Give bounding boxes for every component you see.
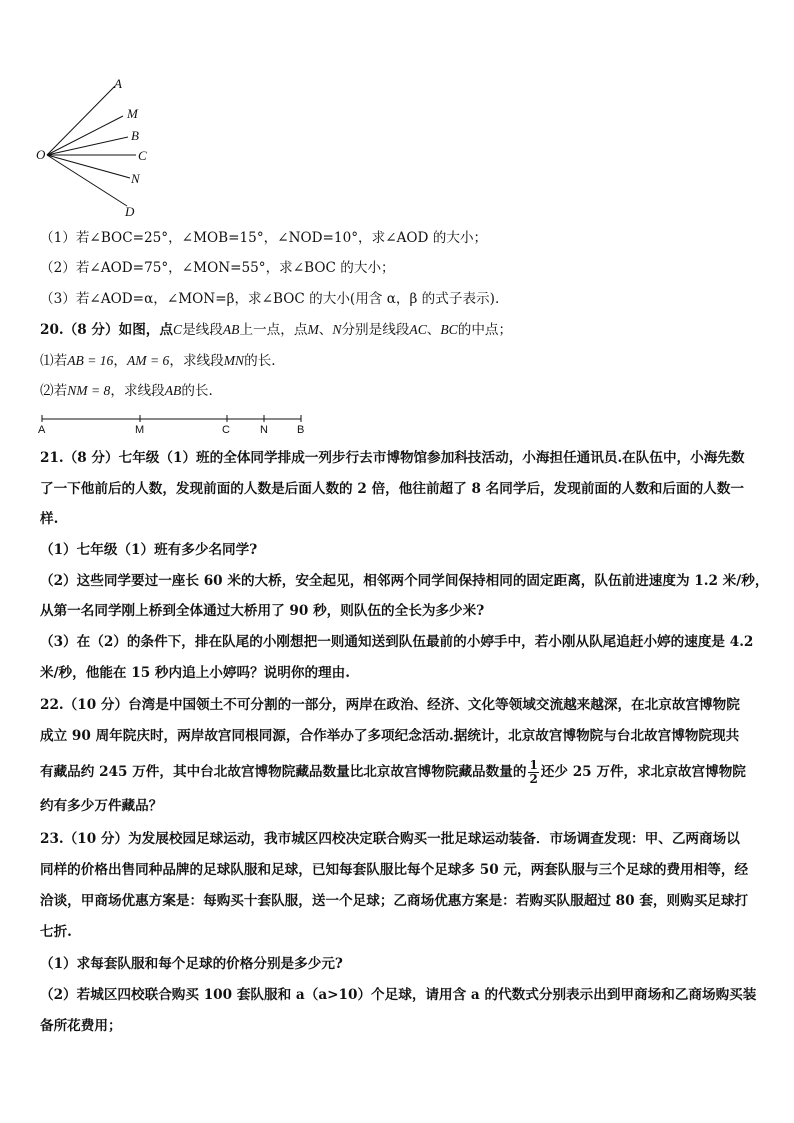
label-d: D bbox=[125, 204, 135, 219]
label-n: N bbox=[131, 171, 140, 186]
q21-part1: （1）七年级（1）班有多少名同学? bbox=[40, 542, 258, 558]
seg-label-b: B bbox=[297, 424, 305, 436]
q19-part2: （2）若∠AOD=75°，∠MON=55°，求∠BOC 的大小； bbox=[40, 260, 395, 276]
label-c: C bbox=[138, 148, 147, 163]
fraction-one-half: $\frac{1}{2}$ bbox=[529, 757, 538, 786]
ray-ob bbox=[47, 137, 128, 155]
q21-line2: 了一下他前后的人数，发现前面的人数是后面人数的 2 倍，他往前超了 8 名同学后，发现前面的人数和后面的人数一 bbox=[40, 481, 744, 497]
q20-stem: 20.（8 分）如图，点C是线段AB上一点，点M、N分别是线段AC、BC的中点； bbox=[40, 322, 513, 338]
q22-line4: 约有多少万件藏品？ bbox=[40, 798, 163, 814]
q21-line3: 样. bbox=[40, 511, 59, 527]
seg-label-c: C bbox=[222, 424, 230, 436]
q22-line1: 22.（10 分）台湾是中国领土不可分割的一部分，两岸在政治、经济、文化等领域交流越来越深，在北京故宫博物院 bbox=[40, 697, 740, 713]
q19-part1: （1）若∠BOC=25°，∠MOB=15°，∠NOD=10°，求∠AOD 的大小； bbox=[40, 230, 488, 246]
label-m: M bbox=[127, 106, 138, 121]
q21-part3-line2: 米/秒，他能在 15 秒内追上小婷吗？说明你的理由. bbox=[40, 665, 350, 681]
q20-part1: ⑴若AB = 16，AM = 6，求线段MN的长. bbox=[40, 353, 276, 369]
label-o: O bbox=[36, 147, 46, 162]
q21-line1: 21.（8 分）七年级（1）班的全体同学排成一列步行去市博物馆参加科技活动，小海担任通讯员.在队伍中，小海先数 bbox=[40, 450, 745, 466]
seg-label-n: N bbox=[260, 424, 268, 436]
q23-line2: 同样的价格出售同种品牌的足球队服和足球，已知每套队服比每个足球多 50 元，两套队服与三个足球的费用相等，经 bbox=[40, 862, 749, 878]
q20-part2: ⑵若NM = 8，求线段AB的长. bbox=[40, 383, 213, 399]
q23-line1: 23.（10 分）为发展校园足球运动，我市城区四校决定联合购买一批足球运动装备．市场调查发现：甲、乙两商场以 bbox=[40, 831, 740, 847]
q19-part3: （3）若∠AOD=α，∠MON=β，求∠BOC 的大小(用含 α，β 的式子表示). bbox=[40, 291, 500, 307]
seg-label-m: M bbox=[135, 424, 145, 436]
segment-figure bbox=[32, 410, 312, 436]
ray-od bbox=[47, 155, 127, 206]
ray-om bbox=[47, 116, 123, 155]
q23-part1: （1）求每套队服和每个足球的价格分别是多少元? bbox=[40, 956, 343, 972]
ray-oa bbox=[47, 86, 115, 155]
seg-label-a: A bbox=[38, 424, 46, 436]
q23-part2-line1: （2）若城区四校联合购买 100 套队服和 a（a>10）个足球，请用含 a 的代数式分别表示出到甲商场和乙商场购买装 bbox=[40, 987, 757, 1003]
label-a: A bbox=[114, 76, 122, 91]
q23-line3: 洽谈，甲商场优惠方案是：每购买十套队服，送一个足球；乙商场优惠方案是：若购买队服超过 80 套，则购买足球打 bbox=[40, 893, 749, 909]
q23-part2-line2: 备所花费用； bbox=[40, 1018, 122, 1034]
angle-figure bbox=[30, 76, 160, 221]
q23-line4: 七折. bbox=[40, 924, 72, 940]
q21-part2-line2: 从第一名同学刚上桥到全体通过大桥用了 90 秒，则队伍的全长为多少米? bbox=[40, 603, 485, 619]
q21-part2-line1: （2）这些同学要过一座长 60 米的大桥，安全起见，相邻两个同学间保持相同的固定距离，队伍前进速度为 1.2 米/秒， bbox=[40, 573, 769, 589]
q22-line2: 成立 90 周年院庆时，两岸故宫同根同源，合作举办了多项纪念活动.据统计，北京故宫博物院与台北故宫博物院现共 bbox=[40, 728, 740, 744]
q21-part3-line1: （3）在（2）的条件下，排在队尾的小刚想把一则通知送到队伍最前的小婷手中，若小刚从队尾追赶小婷的速度是 4.2 bbox=[40, 634, 754, 650]
q22-line3: 有藏品约 245 万件，其中台北故宫博物院藏品数量比北京故宫博物院藏品数量的 $\frac{1}{2}$ 还少 25 万件，求北京故宫博物院 bbox=[40, 757, 746, 786]
ray-on bbox=[47, 155, 130, 178]
label-b: B bbox=[131, 128, 139, 143]
